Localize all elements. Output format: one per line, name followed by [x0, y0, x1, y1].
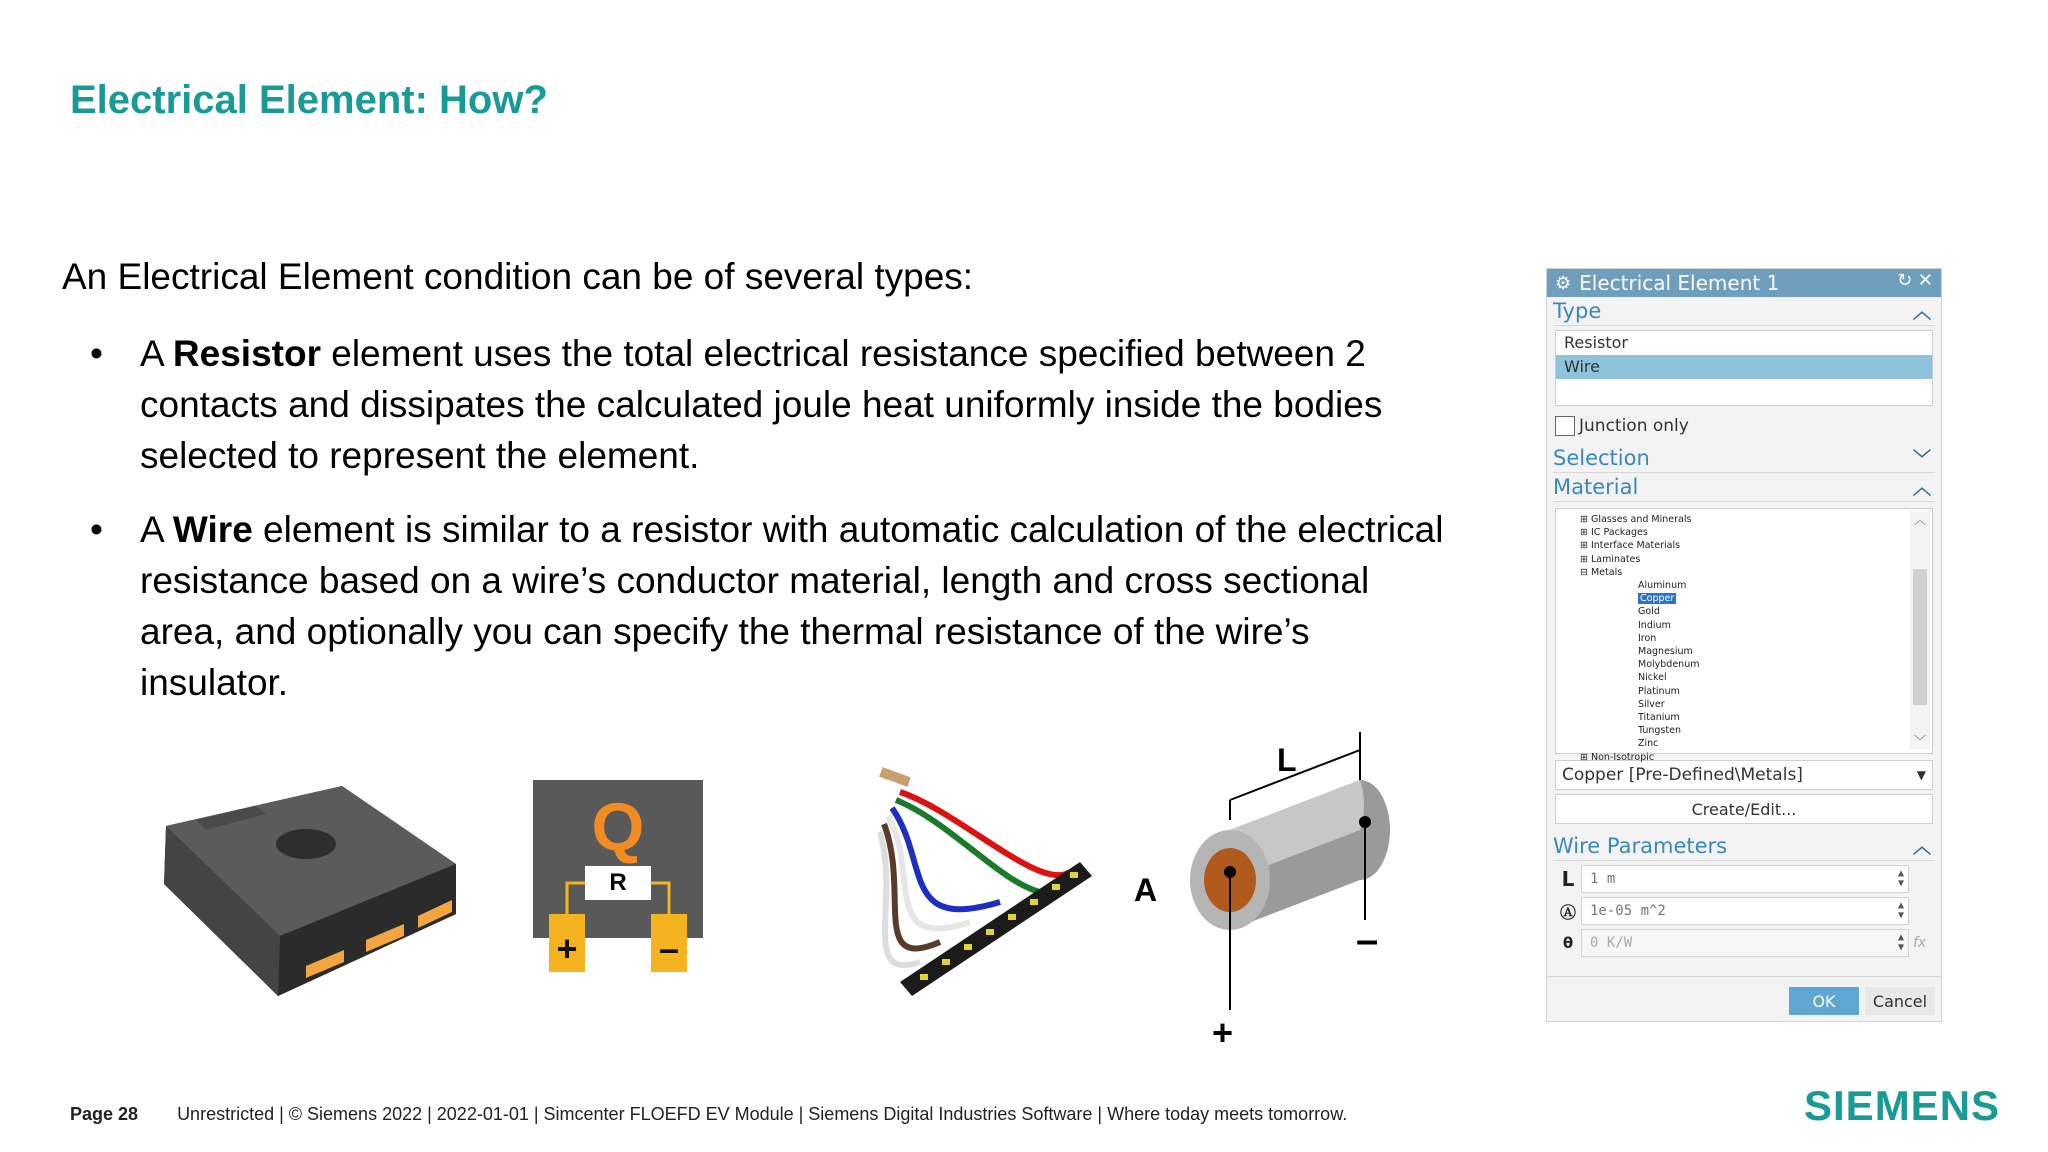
dialog-separator: [1547, 976, 1941, 977]
checkbox-box[interactable]: [1555, 416, 1575, 436]
gear-icon: ⚙: [1555, 272, 1572, 294]
electrical-element-dialog: [1546, 268, 1942, 1022]
tree-item[interactable]: Indium: [1638, 619, 1671, 631]
tree-scrollbar[interactable]: [1910, 511, 1930, 749]
area-param-row: [1555, 897, 1933, 925]
function-icon[interactable]: fx: [1913, 935, 1927, 951]
wire-parameters-header[interactable]: Wire Parameters ︿: [1553, 832, 1935, 861]
intro-text: An Electrical Element condition can be of several types:: [62, 256, 974, 297]
bullet-dot: •: [90, 333, 103, 374]
chevron-up-icon: ︿: [1913, 478, 1931, 499]
bullet-resistor: • A Resistor element uses the total electrical resistance specified between 2 contacts and dissipates the calculated joule heat uniformly inside the bodies selected to represent the element.: [90, 328, 1450, 481]
tree-item[interactable]: Gold: [1638, 606, 1660, 618]
close-icon[interactable]: ✕: [1917, 270, 1933, 291]
spinner-icon: ▲ ▼: [1897, 868, 1904, 889]
cylinder-plus-label: +: [1212, 1012, 1234, 1053]
tree-item[interactable]: Magnesium: [1638, 646, 1693, 658]
chevron-up-icon: ︿: [1913, 837, 1931, 858]
dialog-title: Electrical Element 1: [1579, 271, 1780, 295]
spinner-icon: ▲ ▼: [1897, 900, 1904, 921]
wire-harness-image: [860, 752, 1110, 1022]
type-option-resistor[interactable]: Resistor: [1564, 333, 1628, 352]
cancel-button[interactable]: Cancel: [1865, 987, 1935, 1015]
siemens-logo: SIEMENS: [1804, 1082, 2001, 1129]
spinner-icon: ▲ ▼: [1897, 932, 1904, 953]
tree-item-selected[interactable]: Copper: [1640, 593, 1675, 605]
length-input[interactable]: 1 m ▲ ▼: [1581, 865, 1909, 893]
length-label: L: [1277, 742, 1297, 778]
plus-terminal: +: [549, 914, 585, 972]
tree-item[interactable]: ⊞ Interface Materials: [1580, 540, 1681, 552]
term-wire: Wire: [172, 509, 253, 550]
scroll-down-icon[interactable]: ﹀: [1914, 734, 1927, 748]
tree-item[interactable]: Platinum: [1638, 685, 1680, 697]
area-label: A: [1134, 872, 1158, 908]
wire-cylinder-diagram: [1120, 720, 1420, 1060]
reset-icon[interactable]: ↻: [1897, 270, 1913, 291]
dropdown-arrow-icon: ▼: [1916, 768, 1926, 782]
bullet-wire: • A Wire element is similar to a resistor with automatic calculation of the electrical resistance based on a wire’s conductor material, length and cross sectional area, and optionally you can specify the thermal resistance of the wire’s insulator.: [90, 504, 1450, 708]
junction-only-checkbox[interactable]: Junction only: [1555, 416, 1933, 436]
thermal-resistance-input[interactable]: 0 K/W ▲ ▼: [1581, 929, 1909, 957]
page-number: Page 28: [70, 1104, 139, 1124]
type-option-wire[interactable]: Wire: [1556, 355, 1932, 379]
dialog-buttons: [1547, 987, 1941, 1015]
length-icon: L: [1561, 867, 1575, 891]
dialog-controls: [1897, 270, 1933, 291]
material-tree[interactable]: [1555, 508, 1933, 763]
tree-item[interactable]: Silver: [1638, 698, 1665, 710]
tree-item[interactable]: Tungsten: [1638, 725, 1681, 737]
tree-item[interactable]: Nickel: [1638, 672, 1667, 684]
create-edit-button[interactable]: Create/Edit...: [1555, 794, 1933, 824]
slide-title: Electrical Element: How?: [70, 78, 548, 122]
bullet-list: [90, 328, 1450, 731]
ok-button[interactable]: OK: [1789, 987, 1859, 1015]
tree-item[interactable]: ⊞ IC Packages: [1580, 527, 1648, 539]
area-icon: Ⓐ: [1559, 902, 1576, 922]
area-input[interactable]: 1e-05 m^2 ▲ ▼: [1581, 897, 1909, 925]
tree-item[interactable]: Aluminum: [1638, 580, 1687, 592]
material-combo[interactable]: Copper [Pre-Defined\Metals] ▼: [1555, 760, 1933, 790]
selection-section-header[interactable]: Selection ﹀: [1553, 444, 1935, 473]
scroll-thumb[interactable]: [1913, 569, 1927, 705]
material-section-header[interactable]: Material ︿: [1553, 473, 1935, 502]
heat-symbol: Q: [591, 789, 645, 865]
tree-item[interactable]: ⊟ Metals: [1580, 566, 1623, 578]
tree-item[interactable]: Zinc: [1638, 738, 1659, 750]
footer-text: Unrestricted | © Siemens 2022 | 2022-01-01 | Simcenter FLOEFD EV Module | Siemens Digital Industries Software | Where today meets tomorrow.: [177, 1104, 1348, 1124]
tree-item[interactable]: Titanium: [1638, 712, 1680, 724]
dialog-title-bar: [1547, 269, 1941, 297]
thermal-resistance-icon: θ: [1562, 934, 1574, 952]
bullet-dot: •: [90, 509, 103, 550]
term-resistor: Resistor: [172, 333, 321, 374]
joule-heat-schematic: [533, 780, 703, 969]
length-param-row: [1555, 865, 1933, 893]
type-section-header[interactable]: Type ︿: [1553, 297, 1935, 326]
chevron-down-icon: ﹀: [1913, 449, 1931, 470]
scroll-up-icon[interactable]: ︿: [1914, 513, 1927, 527]
tree-item[interactable]: ⊞ Laminates: [1580, 553, 1641, 565]
tree-item[interactable]: Molybdenum: [1638, 659, 1700, 671]
footer: [70, 1104, 1347, 1125]
tree-item[interactable]: Iron: [1638, 632, 1657, 644]
type-list[interactable]: [1555, 330, 1933, 406]
minus-terminal: –: [651, 914, 687, 972]
thermal-param-row: [1555, 929, 1933, 957]
chevron-up-icon: ︿: [1913, 302, 1931, 323]
resistor-symbol: R: [585, 866, 651, 900]
tree-item[interactable]: ⊞ Non-Isotropic: [1580, 751, 1655, 763]
tree-item[interactable]: ⊞ Glasses and Minerals: [1580, 514, 1692, 525]
cylinder-minus-label: –: [1356, 918, 1379, 962]
resistor-package-image: [156, 780, 496, 1000]
